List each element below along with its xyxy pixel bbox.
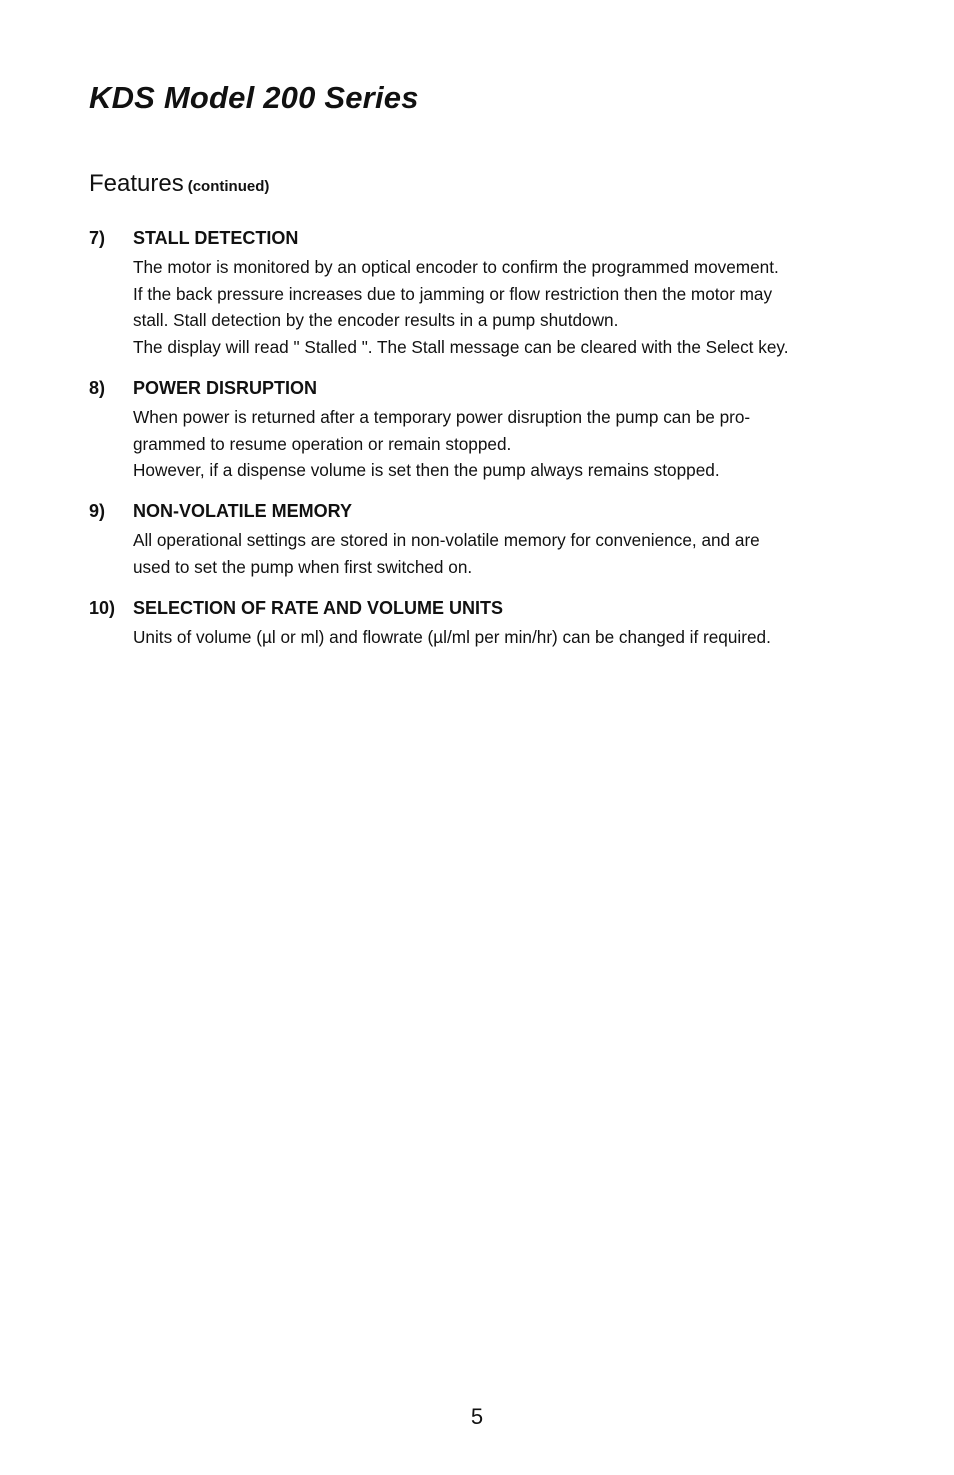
body-line: The display will read " Stalled ". The Stall message can be cleared with the Select key. [133,336,789,357]
section-heading [89,170,269,198]
feature-item-number: 9) [89,501,106,521]
feature-item-number: 8) [89,378,106,398]
feature-item-number: 7) [89,228,106,248]
feature-item-header [89,228,869,254]
body-line: All operational settings are stored in non-volatile memory for convenience, and are [133,530,760,550]
feature-item-title: NON-VOLATILE MEMORY [133,501,352,521]
section-subheading: (continued) [187,178,270,195]
body-line: If the back pressure increases due to jamming or flow restriction then the motor may [133,283,773,304]
feature-item-power-disruption [89,378,869,484]
body-line: Units of volume (µl or ml) and flowrate (µl/ml per min/hr) can be changed if required. [133,627,771,647]
feature-item-title: SELECTION OF RATE AND VOLUME UNITS [133,598,504,618]
body-line: grammed to resume operation or remain stopped. [133,433,512,454]
page-number: 5 [470,1404,484,1429]
feature-item-number: 10) [89,598,116,618]
body-line: However, if a dispense volume is set then the pump always remains stopped. [133,460,720,480]
feature-item-stall-detection [89,228,869,360]
feature-item-non-volatile-memory [89,501,869,580]
feature-item-body [133,527,869,580]
feature-item-body [133,254,869,360]
feature-item-title: STALL DETECTION [133,228,299,248]
feature-item-header [89,378,869,404]
body-line: stall. Stall detection by the encoder results in a pump shutdown. [133,310,619,330]
feature-item-rate-volume-units [89,598,869,651]
feature-item-body [133,624,869,651]
body-line: When power is returned after a temporary power disruption the pump can be pro- [133,407,751,427]
feature-item-body [133,404,869,484]
page-title: KDS Model 200 Series [89,80,419,115]
body-line: The motor is monitored by an optical encoder to confirm the programmed movement. [133,257,779,277]
feature-item-header [89,598,869,624]
body-line: used to set the pump when first switched on. [133,556,473,577]
section-heading-text: Features [89,170,184,197]
feature-item-title: POWER DISRUPTION [133,378,318,398]
feature-item-header [89,501,869,527]
